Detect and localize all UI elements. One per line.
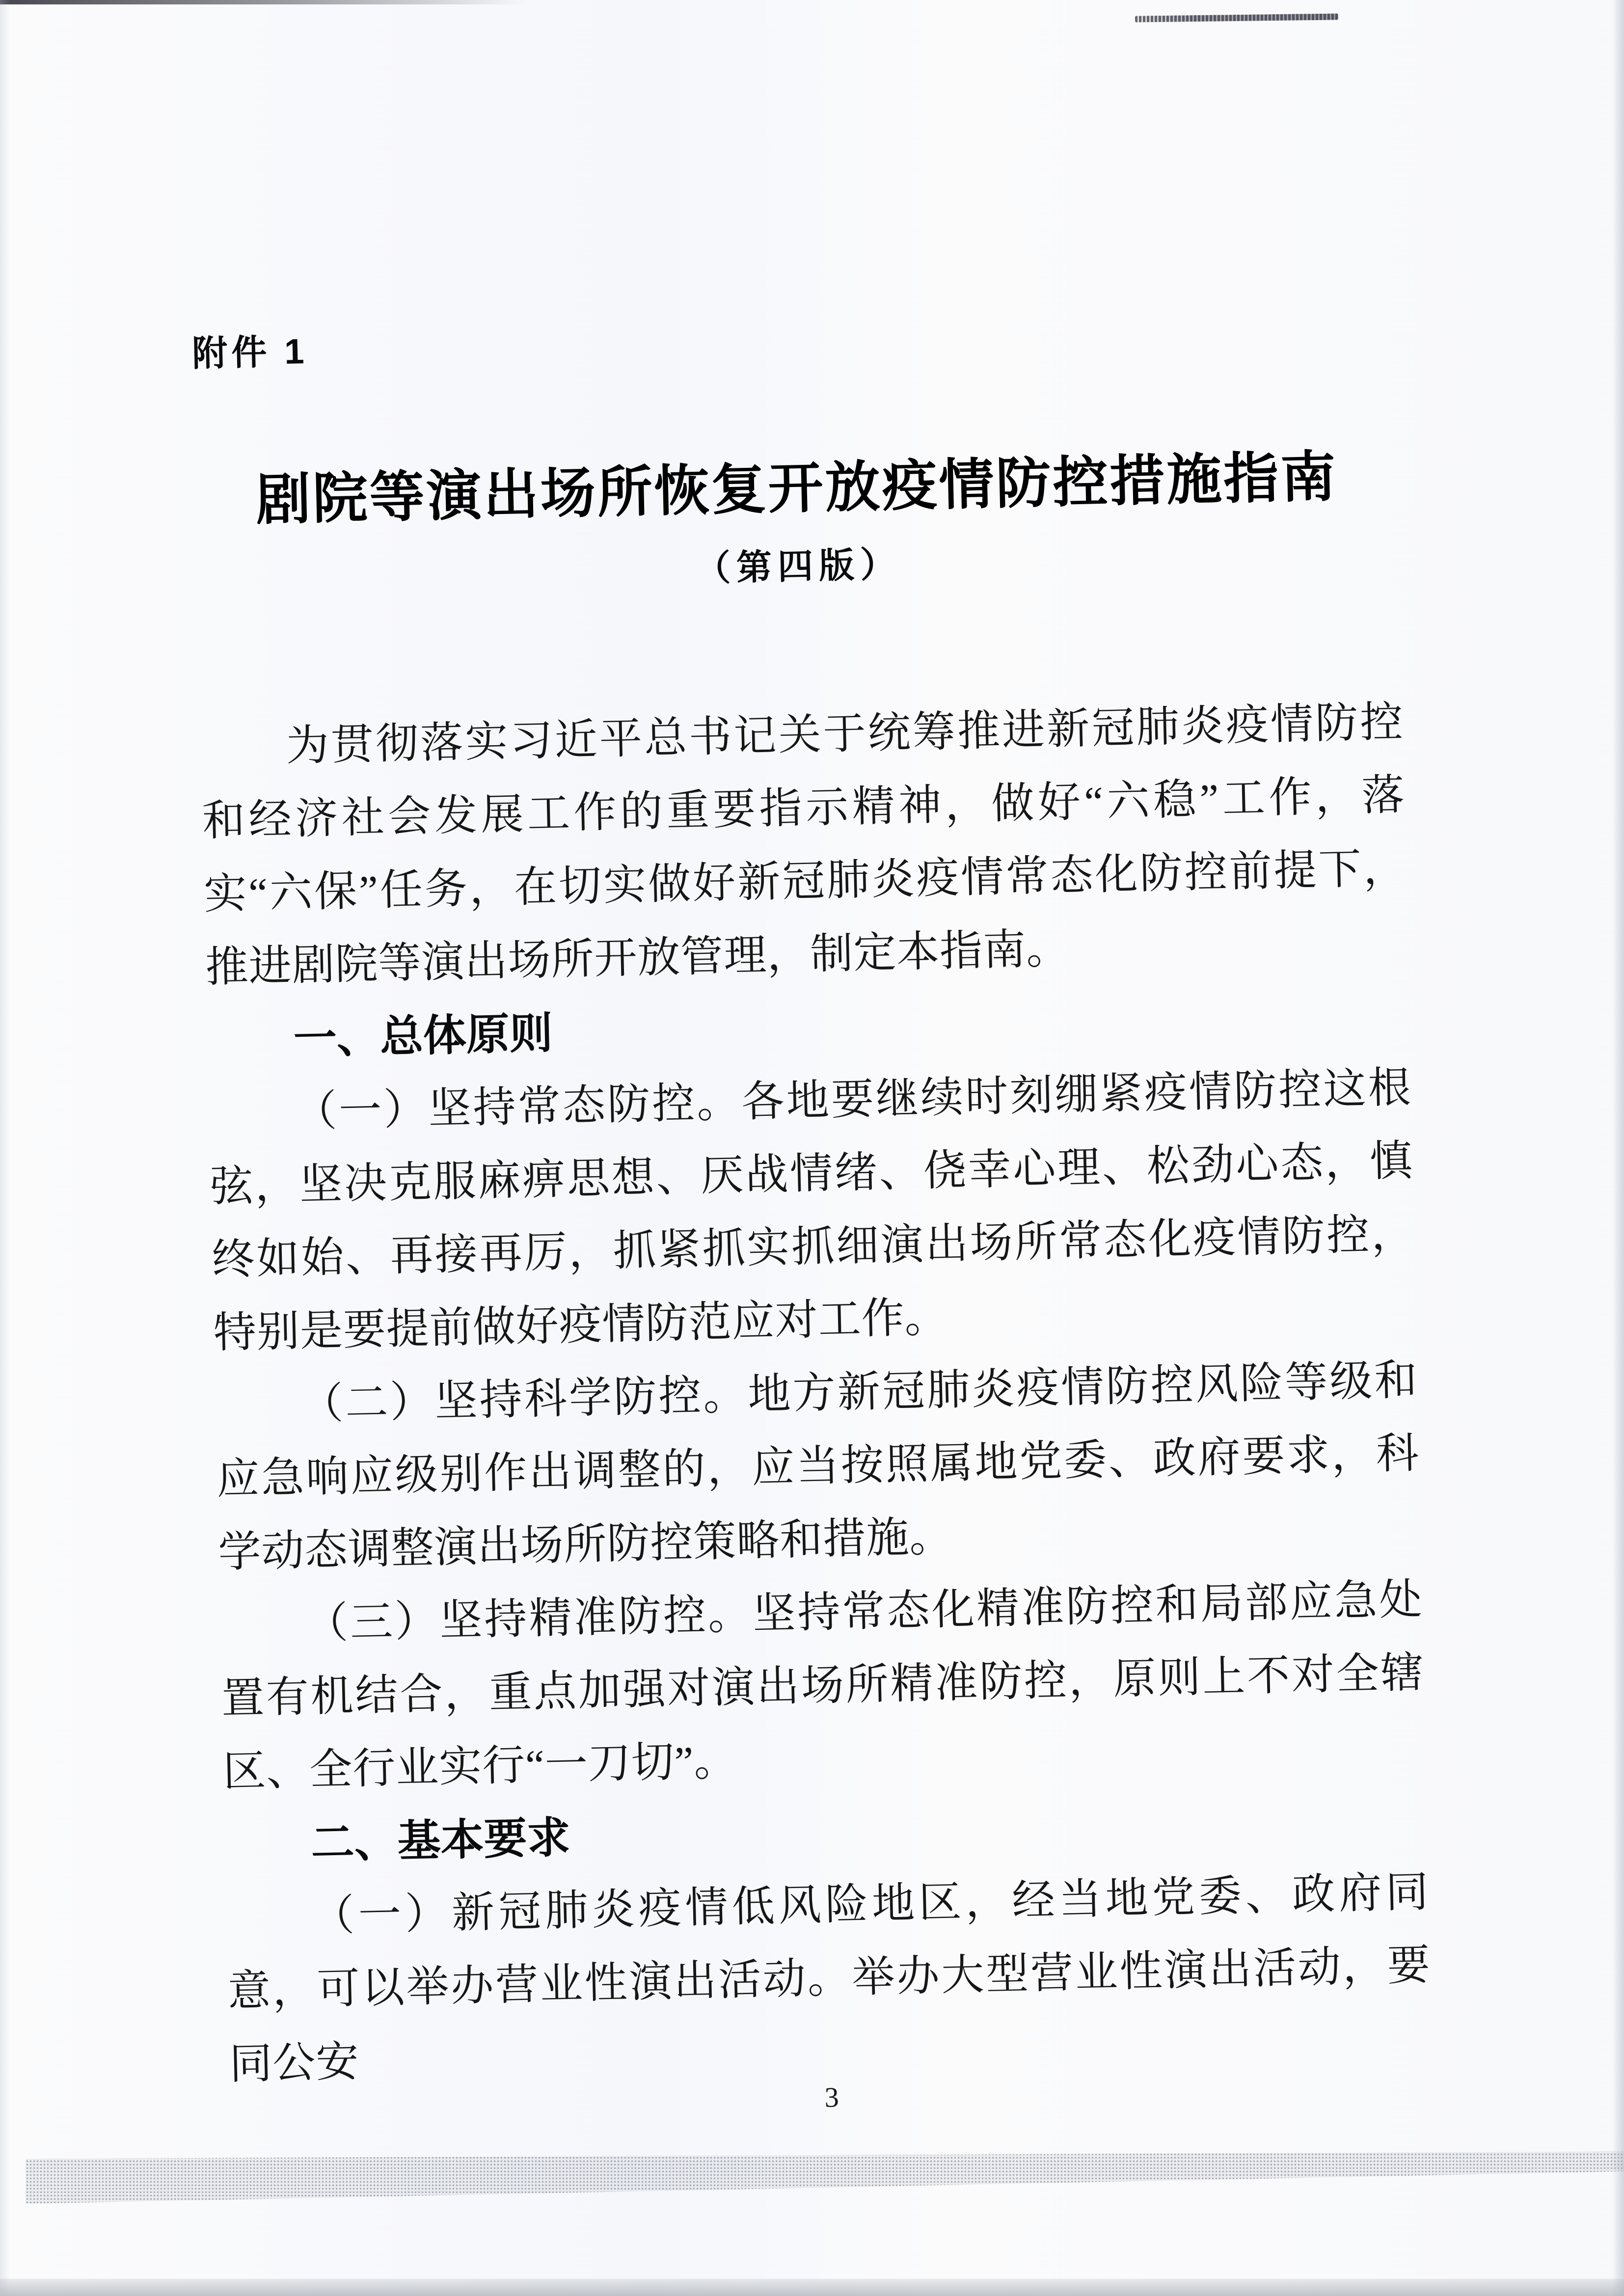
scan-artifact-right-edge-strip [1612, 0, 1624, 2296]
body-paragraph: （一）坚持常态防控。各地要继续时刻绷紧疫情防控这根弦，坚决克服麻痹思想、厌战情绪、侥幸心理、松劲心态，慎终如始、再接再厉，抓紧抓实抓细演出场所常态化疫情防控，特别是要提前做好疫情防范应对工作。 [210, 1063, 1415, 1357]
edition-subtitle: （第四版） [695, 544, 902, 589]
scan-artifact-left-edge-strip [0, 0, 10, 2296]
scan-artifact-bottom-edge-strip [0, 2279, 1624, 2296]
scan-artifact-bottom-shadow-band [26, 2149, 1624, 2223]
document-title: 剧院等演出场所恢复开放疫情防控措施指南 [255, 446, 1338, 531]
body-paragraph: 为贯彻落实习近平总书记关于统筹推进新冠肺炎疫情防控和经济社会发展工作的重要指示精神，做好“六稳”工作，落实“六保”任务，在切实做好新冠肺炎疫情常态化防控前提下，推进剧院等演出场所开放管理，制定本指南。 [202, 698, 1407, 991]
section-heading: 一、总体原则 [293, 1008, 553, 1063]
scan-artifact-top-edge-line [0, 0, 525, 4]
document-body [200, 685, 1433, 2101]
attachment-label: 附件 1 [191, 332, 309, 374]
document-content [191, 305, 1433, 2129]
section-heading: 二、基本要求 [310, 1813, 571, 1867]
body-paragraph: （一）新冠肺炎疫情低风险地区，经当地党委、政府同意，可以举办营业性演出活动。举办大型营业性演出活动，要同公安 [227, 1867, 1431, 2088]
page-number: 3 [824, 2081, 839, 2113]
body-paragraph: （三）坚持精准防控。坚持常态化精准防控和局部应急处置有机结合，重点加强对演出场所精准防控，原则上不对全辖区、全行业实行“一刀切”。 [221, 1575, 1425, 1796]
body-paragraph: （二）坚持科学防控。地方新冠肺炎疫情防控风险等级和应急响应级别作出调整的，应当按照属地党委、政府要求，科学动态调整演出场所防控策略和措施。 [216, 1356, 1420, 1576]
scan-artifact-top-right-line [1135, 13, 1338, 22]
